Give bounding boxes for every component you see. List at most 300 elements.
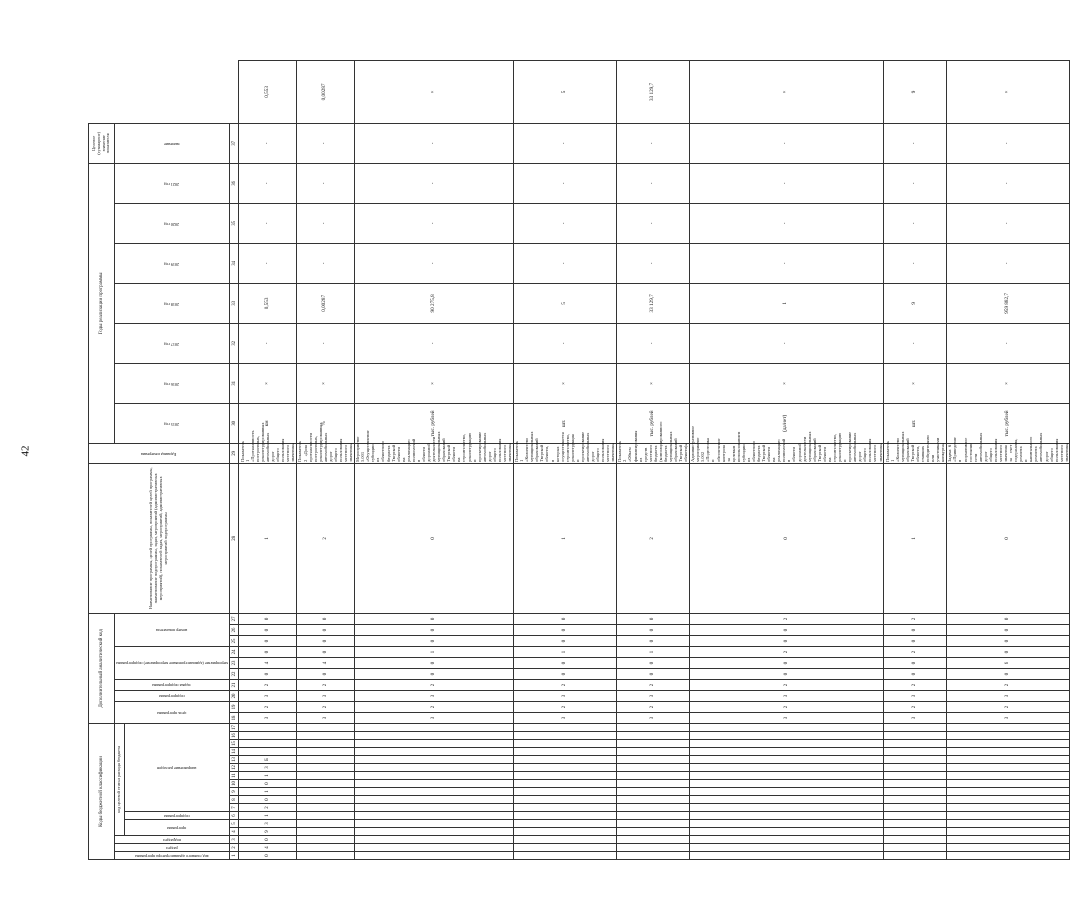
code-cell: 2 (354, 680, 513, 691)
code-cell (616, 756, 689, 764)
target-value: 0,553 (239, 61, 297, 124)
code-cell (513, 820, 616, 828)
code-cell: 3 (239, 764, 297, 772)
code-cell (354, 828, 513, 836)
year-value: 1 (689, 283, 883, 323)
code-cell (616, 796, 689, 804)
code-cell (689, 780, 883, 788)
code-cell: 0 (296, 625, 354, 636)
year-value: 90 275,8 (354, 283, 513, 323)
code-cell (513, 828, 616, 836)
column-number: 15 (230, 740, 239, 748)
code-cell: 0 (354, 613, 513, 624)
code-cell (616, 748, 689, 756)
code-cell: 1 (513, 463, 616, 613)
code-cell: 0 (689, 625, 883, 636)
code-cell: 2 (513, 680, 616, 691)
code-cell (946, 820, 1070, 828)
code-cell: Б (239, 756, 297, 764)
code-cell (354, 772, 513, 780)
code-cell: 2 (946, 702, 1070, 713)
target-value: × (354, 61, 513, 124)
code-cell (354, 812, 513, 820)
year-value: - (689, 163, 883, 203)
code-cell (296, 836, 354, 844)
code-cell (689, 796, 883, 804)
column-number: 36 (230, 163, 239, 203)
year-value: - (946, 123, 1070, 163)
code-cell: 1 (239, 463, 297, 613)
year-2015-header: 2015 год (163, 421, 180, 427)
code-cell (884, 764, 947, 772)
code-cell: 0 (239, 613, 297, 624)
year-value: - (946, 163, 1070, 203)
row-unit: тыс. рублей (616, 403, 689, 443)
row-name: Административное мероприятие 5.002 «Подготовка и обеспечение контроля за целевым использованием субсидии из областного бюджета Тверской области на реализацию полномочий в области дорожной деятельности муниципальных образований Тверской области на строительство, реконструкцию и проектирование автомобильных дорог общего пользования местного значения» (690, 425, 883, 462)
code-cell (689, 732, 883, 740)
year-value: - (689, 243, 883, 283)
column-number: 28 (230, 463, 239, 613)
code-cell: 2 (689, 613, 883, 624)
code-cell (513, 804, 616, 812)
activity-direction-header: направление расходов (156, 765, 197, 771)
code-cell: 0 (239, 836, 297, 844)
column-number: 10 (230, 780, 239, 788)
code-cell: 0 (354, 636, 513, 647)
code-cell (296, 804, 354, 812)
code-cell (689, 748, 883, 756)
year-2016-header: 2016 год (163, 381, 180, 387)
code-cell (513, 764, 616, 772)
code-cell (884, 828, 947, 836)
code-cell: 0 (513, 625, 616, 636)
code-cell (884, 820, 947, 828)
code-cell: 2 (239, 702, 297, 713)
code-cell: 3 (884, 691, 947, 702)
code-cell: 0 (689, 463, 883, 613)
target-value: × (946, 61, 1070, 124)
year-value: 0,00287 (296, 283, 354, 323)
year-value: - (616, 163, 689, 203)
code-cell (946, 756, 1070, 764)
code-cell: 2 (616, 463, 689, 613)
code-cell (354, 740, 513, 748)
year-value: - (884, 123, 947, 163)
year-value: - (946, 203, 1070, 243)
code-cell: 1 (239, 812, 297, 820)
row-name: Показатель 2 «Доля протяженности построенных, реконструированных автомобильных дорог общего пользования местного значения» (297, 422, 354, 462)
code-cell: 2 (616, 702, 689, 713)
column-number: 29 (230, 443, 239, 463)
code-cell: 0 (946, 669, 1070, 680)
code-cell (354, 796, 513, 804)
code-cell (354, 748, 513, 756)
code-cell (296, 764, 354, 772)
code-cell (616, 836, 689, 844)
year-value: - (513, 123, 616, 163)
code-cell (616, 844, 689, 852)
code-cell (689, 844, 883, 852)
code-cell: 3 (689, 713, 883, 724)
year-value: 0,553 (239, 283, 297, 323)
year-value: 9 (884, 283, 947, 323)
code-cell (689, 740, 883, 748)
measure-number-header: номер показателя (155, 628, 188, 634)
year-value: - (513, 203, 616, 243)
column-number: 6 (230, 812, 239, 820)
year-value: - (296, 123, 354, 163)
column-number: 13 (230, 756, 239, 764)
year-value: × (239, 363, 297, 403)
code-cell (616, 852, 689, 860)
code-cell (296, 772, 354, 780)
code-cell: 0 (513, 669, 616, 680)
year-value: × (296, 363, 354, 403)
table-row (689, 61, 883, 860)
table-row (884, 61, 947, 860)
code-cell (296, 828, 354, 836)
code-cell (354, 788, 513, 796)
code-cell: 0 (239, 636, 297, 647)
code-cell: 2 (689, 680, 883, 691)
names-header: Наименование программы, целей программы, показателей целей программы, наименование подпрограммы, задач, мероприятий (административных мероприятий), показателей задач, мероприятий, административных мероприятий подпрограммы (89, 463, 230, 613)
code-cell: 2 (296, 702, 354, 713)
code-cell (513, 724, 616, 732)
year-value: - (239, 123, 297, 163)
row-unit: (да/нет) (689, 403, 883, 443)
task-header: задача подпрограммы (152, 683, 191, 689)
unit-header: Единица измерения (140, 451, 177, 457)
row-unit: шт. (884, 403, 947, 443)
code-cell: 6 (946, 658, 1070, 669)
year-value: - (296, 323, 354, 363)
code-cell: 0 (239, 796, 297, 804)
code-cell: 3 (616, 691, 689, 702)
year-value: - (239, 323, 297, 363)
code-cell (616, 780, 689, 788)
code-cell (946, 804, 1070, 812)
document-table-area (88, 60, 1069, 860)
code-cell: 0 (296, 636, 354, 647)
column-number: 20 (230, 691, 239, 702)
code-cell (513, 836, 616, 844)
column-number: 4 (230, 828, 239, 836)
code-cell: 0 (354, 625, 513, 636)
year-value: - (884, 203, 947, 243)
year-value: - (616, 123, 689, 163)
code-cell: 3 (616, 713, 689, 724)
code-cell: 0 (689, 636, 883, 647)
code-cell (884, 748, 947, 756)
code-cell (884, 852, 947, 860)
code-cell (946, 812, 1070, 820)
code-cell: 3 (513, 691, 616, 702)
column-number: 31 (230, 363, 239, 403)
code-cell: 0 (513, 613, 616, 624)
year-value: - (239, 243, 297, 283)
code-cell: 3 (239, 713, 297, 724)
code-cell (946, 844, 1070, 852)
row-unit: тыс. рублей (946, 403, 1070, 443)
code-cell: 3 (296, 691, 354, 702)
target-value: 0,00287 (296, 61, 354, 124)
column-numbers-row (230, 61, 239, 860)
code-cell (946, 780, 1070, 788)
code-cell (513, 844, 616, 852)
code-cell (354, 844, 513, 852)
code-cell: 2 (946, 680, 1070, 691)
code-cell (689, 764, 883, 772)
code-cell: 2 (689, 702, 883, 713)
code-cell (946, 732, 1070, 740)
year-value: - (354, 203, 513, 243)
code-cell (513, 852, 616, 860)
code-cell: 0 (296, 613, 354, 624)
subsection-header: подраздел (162, 837, 181, 843)
measure-header: мероприятие (административное мероприятие) подпрограммы (115, 661, 228, 667)
code-cell: 0 (616, 613, 689, 624)
year-2020-header: 2020 год (163, 221, 180, 227)
row-name: Показатель 1 «Количество муниципальных образований Тверской области, в которых осуществляется строительство, реконструкция и проектирование автомобильных дорог общего пользования местного значения» (514, 431, 616, 462)
column-number: 24 (230, 647, 239, 658)
code-cell (616, 812, 689, 820)
code-cell: 2 (616, 680, 689, 691)
code-cell (354, 780, 513, 788)
year-value: - (354, 243, 513, 283)
code-cell (689, 812, 883, 820)
year-value: - (354, 163, 513, 203)
code-cell (616, 724, 689, 732)
column-number: 30 (230, 403, 239, 443)
column-number: 22 (230, 669, 239, 680)
target-value: 33 129,7 (616, 61, 689, 124)
code-cell (354, 820, 513, 828)
year-value: - (616, 323, 689, 363)
year-value: - (616, 203, 689, 243)
code-cell: 0 (616, 636, 689, 647)
table-row (296, 61, 354, 860)
code-cell (513, 732, 616, 740)
year-value: - (239, 203, 297, 243)
target-value-header: значение (163, 141, 180, 147)
code-cell (354, 836, 513, 844)
code-cell: 2 (689, 647, 883, 658)
code-cell (354, 724, 513, 732)
column-number: 21 (230, 680, 239, 691)
code-cell (513, 756, 616, 764)
code-cell (884, 732, 947, 740)
column-number: 5 (230, 820, 239, 828)
code-cell: 0 (946, 625, 1070, 636)
column-number: 12 (230, 764, 239, 772)
code-cell (296, 812, 354, 820)
column-number: 14 (230, 748, 239, 756)
code-cell (296, 796, 354, 804)
year-value: × (689, 363, 883, 403)
column-number: 37 (230, 123, 239, 163)
code-cell (946, 852, 1070, 860)
year-value: - (884, 323, 947, 363)
code-cell: 2 (513, 702, 616, 713)
row-unit: % (296, 403, 354, 443)
year-2017-header: 2017 год (163, 341, 180, 347)
year-value: 33 129,7 (616, 283, 689, 323)
code-cell (296, 724, 354, 732)
code-cell (884, 844, 947, 852)
code-cell: 2 (239, 680, 297, 691)
code-cell (689, 788, 883, 796)
code-cell: 1 (354, 647, 513, 658)
code-cell: 0 (354, 463, 513, 613)
code-cell (946, 828, 1070, 836)
year-2018-header: 2018 год (163, 301, 180, 307)
code-cell (689, 724, 883, 732)
code-cell: 0 (946, 647, 1070, 658)
code-cell: 3 (884, 713, 947, 724)
year-value: - (689, 323, 883, 363)
code-cell (513, 740, 616, 748)
code-cell (354, 804, 513, 812)
code-cell: 3 (513, 713, 616, 724)
code-cell (884, 812, 947, 820)
year-value: - (689, 123, 883, 163)
column-number: 17 (230, 724, 239, 732)
table-row (354, 61, 513, 860)
year-value: - (513, 243, 616, 283)
code-cell: 0 (616, 658, 689, 669)
code-cell: 0 (296, 669, 354, 680)
target-value: 9 (884, 61, 947, 124)
column-number: 8 (230, 796, 239, 804)
code-cell (884, 780, 947, 788)
code-cell (616, 740, 689, 748)
code-cell (884, 772, 947, 780)
code-cell (354, 756, 513, 764)
column-number: 32 (230, 323, 239, 363)
column-number: 18 (230, 713, 239, 724)
rotated-table (88, 60, 1069, 860)
code-cell (296, 820, 354, 828)
code-cell (296, 740, 354, 748)
code-cell (616, 788, 689, 796)
target-value: × (689, 61, 883, 124)
column-number: 33 (230, 283, 239, 323)
expense-codes-header: код целевой статьи расхода бюджета (115, 724, 125, 836)
code-cell (689, 772, 883, 780)
column-number: 7 (230, 804, 239, 812)
code-cell: 2 (884, 702, 947, 713)
subprogram-code-header: подпрограмма (158, 694, 185, 700)
code-cell (296, 748, 354, 756)
code-cell: 0 (239, 625, 297, 636)
code-cell (239, 740, 297, 748)
target-header: Целевое (суммарное) значение показателя (89, 123, 115, 163)
target-value: 5 (513, 61, 616, 124)
year-value: - (946, 243, 1070, 283)
code-cell (689, 820, 883, 828)
table-row (239, 61, 297, 860)
code-cell: 0 (884, 658, 947, 669)
code-cell: 0 (354, 669, 513, 680)
code-cell (239, 732, 297, 740)
code-cell (513, 772, 616, 780)
code-cell (689, 828, 883, 836)
code-cell: 0 (513, 636, 616, 647)
code-cell (689, 756, 883, 764)
column-number: 16 (230, 732, 239, 740)
code-cell: 3 (354, 713, 513, 724)
code-cell (884, 724, 947, 732)
code-cell: 0 (689, 658, 883, 669)
code-cell (616, 732, 689, 740)
code-cell: 0 (239, 647, 297, 658)
column-number: 19 (230, 702, 239, 713)
code-cell: 0 (689, 669, 883, 680)
code-cell (884, 756, 947, 764)
code-cell (884, 796, 947, 804)
code-cell: 0 (946, 636, 1070, 647)
code-cell (513, 780, 616, 788)
code-cell (513, 812, 616, 820)
code-cell: 4 (239, 658, 297, 669)
row-name: Показатель 1 «Протяженность построенных, реконструированных автомобильных дорог общего пользования местного значения» (239, 422, 296, 462)
year-value: - (354, 123, 513, 163)
code-cell (884, 788, 947, 796)
column-number: 9 (230, 788, 239, 796)
code-cell: 1 (616, 647, 689, 658)
code-cell (616, 820, 689, 828)
year-value: - (513, 163, 616, 203)
code-cell (354, 852, 513, 860)
code-cell: 4 (296, 658, 354, 669)
code-cell (513, 788, 616, 796)
code-cell (296, 788, 354, 796)
table-row (616, 61, 689, 860)
code-cell: 0 (616, 625, 689, 636)
code-cell: 0 (884, 669, 947, 680)
code-cell (884, 836, 947, 844)
year-value: - (513, 323, 616, 363)
year-value: - (689, 203, 883, 243)
year-value: × (354, 363, 513, 403)
row-name: Показатель 2 «Объем финансирования из средств местного бюджета (консолидированного бюджета муниципальных образований Тверской области)» (617, 421, 689, 462)
code-cell (689, 852, 883, 860)
column-number: 3 (230, 836, 239, 844)
code-cell (946, 772, 1070, 780)
column-number: 26 (230, 625, 239, 636)
column-number: 23 (230, 658, 239, 669)
year-value: 959 882,7 (946, 283, 1070, 323)
code-cell (354, 764, 513, 772)
column-number: 34 (230, 243, 239, 283)
code-cell: 0 (616, 669, 689, 680)
page-number: 42 (19, 445, 32, 457)
table-row (946, 61, 1070, 860)
year-value: - (884, 163, 947, 203)
code-cell: 9 (239, 828, 297, 836)
code-cell (296, 732, 354, 740)
code-cell (616, 828, 689, 836)
code-cell: 3 (296, 713, 354, 724)
code-cell (616, 804, 689, 812)
code-cell (296, 844, 354, 852)
code-cell: 2 (296, 463, 354, 613)
code-cell: 4 (239, 844, 297, 852)
code-cell (946, 836, 1070, 844)
row-name: Задача 6 «Приведение в нормативное состояние сети автомобильных дорог общего пользования местного значения за счет содержания, ремонта и капитального ремонта автомобильных дорог общего пользования местного значения» (947, 432, 1069, 462)
code-cell: 2 (354, 702, 513, 713)
code-cell: 2 (239, 804, 297, 812)
